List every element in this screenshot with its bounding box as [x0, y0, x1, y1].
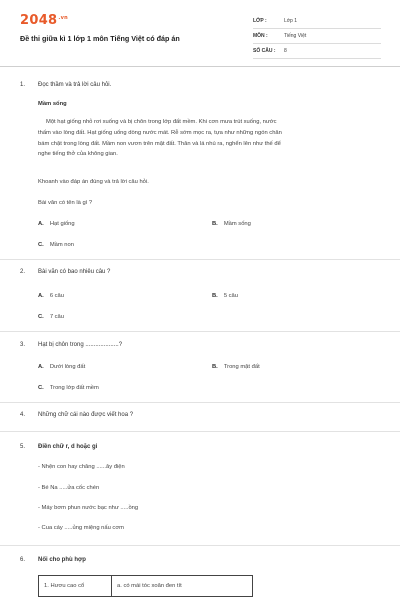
question-divider [0, 259, 400, 260]
meta-row-subject [253, 29, 381, 44]
passage-line: thấm vào lòng đất. Hạt giống uống dòng nước mát. Rễ sớm mọc ra, tựa như những ngón chân [38, 129, 282, 136]
sub-question: Bài văn có tên là gì ? [38, 200, 93, 206]
meta-key: SỐ CÂU : [253, 48, 276, 54]
option-b[interactable]: B. Trong mặt đất [212, 364, 260, 370]
match-right-cell: a. có mái tóc xoăn đen tít [112, 576, 253, 597]
question-divider [0, 545, 400, 546]
fill-line: - Máy bơm phun nước bạc như .....ồng [38, 505, 139, 511]
question-number: 2. [20, 269, 26, 275]
passage [38, 117, 370, 160]
question-number: 5. [20, 444, 26, 450]
question-text: Bài văn có bao nhiêu câu ? [38, 269, 111, 275]
instruction: Khoanh vào đáp án đúng và trả lời câu hỏi. [38, 179, 149, 185]
logo-text: 2048 [20, 13, 58, 28]
document-title: Đề thi giữa kì 1 lớp 1 môn Tiếng Việt có đáp án [20, 34, 180, 43]
fill-line: - Bé Na .....ửa cốc chén [38, 485, 100, 491]
match-left-cell: 1. Hươu cao cổ [39, 576, 112, 597]
fill-line: - Nhện con hay chăng ......ây điện [38, 464, 125, 470]
meta-value: Tiếng Việt [284, 33, 307, 39]
question-divider [0, 331, 400, 332]
question-text: Nối cho phù hợp [38, 557, 86, 563]
matching-table [38, 575, 253, 597]
question-text: Hạt bị chôn trong ....................? [38, 342, 123, 348]
option-b[interactable]: B. Mầm sống [212, 221, 251, 227]
meta-key: MÔN : [253, 33, 268, 39]
header-divider [0, 66, 400, 67]
passage-line: nghe tiếng thở của không gian. [38, 151, 118, 158]
passage-title: Mầm sống [38, 101, 67, 107]
meta-value: Lớp 1 [284, 18, 298, 24]
option-c[interactable]: C. 7 câu [38, 314, 64, 320]
option-c[interactable]: C. Mầm non [38, 242, 74, 248]
logo-suffix: .vn [58, 15, 69, 21]
question-divider [0, 402, 400, 403]
question-number: 3. [20, 342, 26, 348]
question-text: Những chữ cái nào được viết hoa ? [38, 412, 134, 418]
meta-value: 8 [284, 48, 287, 54]
fill-line: - Cua cáy .....ủng miệng nấu cơm [38, 525, 124, 531]
question-number: 6. [20, 557, 26, 563]
option-c[interactable]: C. Trong lớp đất mềm [38, 385, 99, 391]
quiz-meta [253, 14, 381, 59]
option-b[interactable]: B. 5 câu [212, 293, 238, 299]
passage-line: bám chặt trong lòng đất. Mầm non vươn trên mặt đất. Thân và lá nhú ra, nghển lên như thế để [38, 140, 281, 147]
meta-key: LỚP : [253, 18, 267, 24]
question-number: 4. [20, 412, 26, 418]
page-header [0, 0, 400, 64]
option-a[interactable]: A. Dưới lòng đất [38, 364, 86, 370]
question-divider [0, 431, 400, 432]
question-text: Điền chữ r, d hoặc gi [38, 444, 98, 450]
meta-row-class [253, 14, 381, 29]
table-row [39, 576, 253, 597]
meta-row-count [253, 44, 381, 59]
passage-line: Một hạt giống nhỏ rơi xuống và bị chôn trong lớp đất mềm. Khi cơn mưa trút xuống, nước [46, 119, 277, 125]
option-a[interactable]: A. 6 câu [38, 293, 64, 299]
question-number: 1. [20, 82, 26, 88]
option-a[interactable]: A. Hạt giống [38, 221, 75, 227]
question-text: Đọc thầm và trả lời câu hỏi. [38, 82, 112, 88]
site-logo[interactable] [20, 13, 68, 28]
